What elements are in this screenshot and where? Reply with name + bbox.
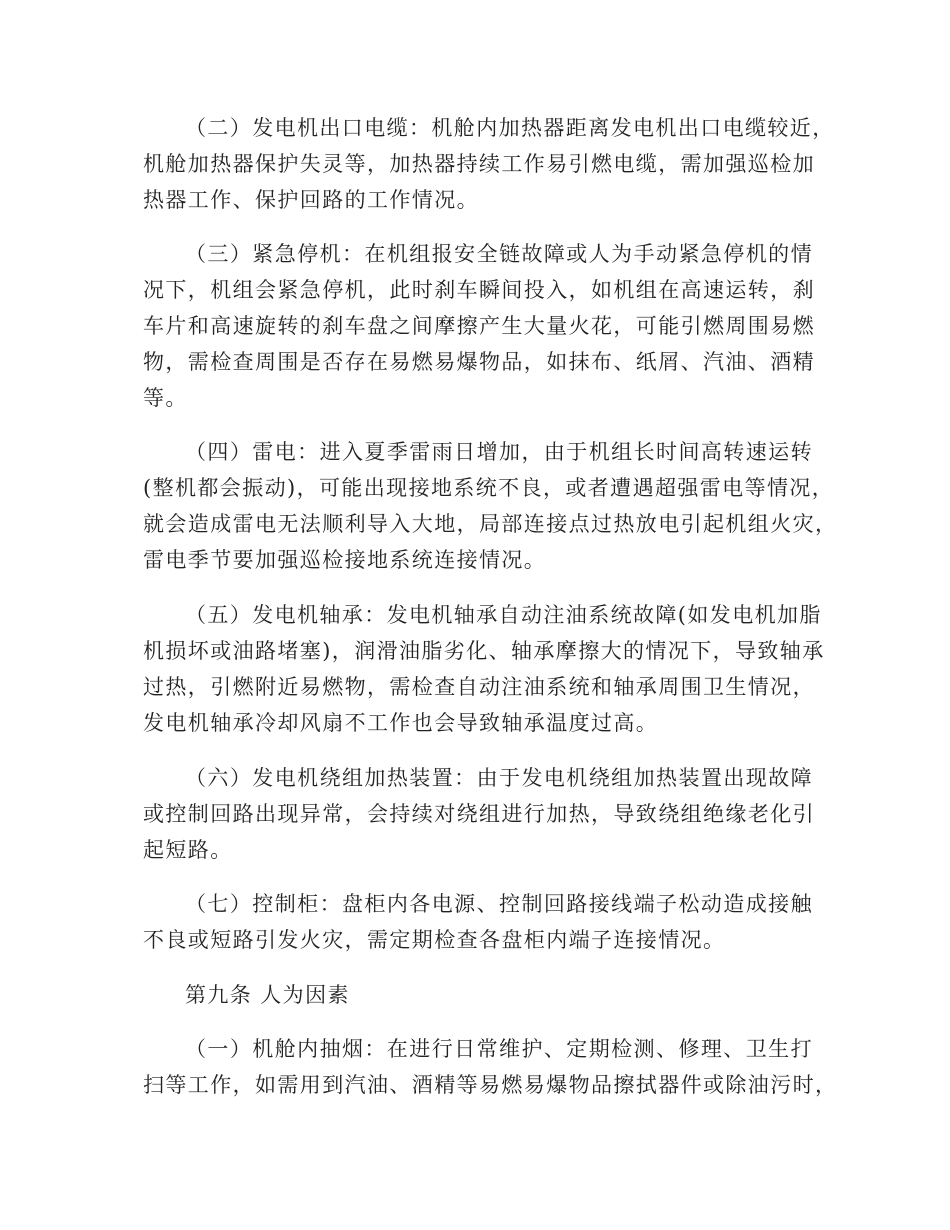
paragraph-4-line-4: 雷电季节要加强巡检接地系统连接情况。 xyxy=(143,548,547,572)
paragraph-2-line-3: 热器工作、保护回路的工作情况。 xyxy=(143,188,479,212)
paragraph-6-line-2: 或控制回路出现异常，会持续对绕组进行加热，导致绕组绝缘老化引 xyxy=(143,802,815,826)
paragraph-6-line-1: （六）发电机绕组加热装置：由于发电机绕组加热装置出现故障 xyxy=(185,766,813,790)
paragraph-5-line-4: 发电机轴承冷却风扇不工作也会导致轴承温度过高。 xyxy=(143,711,659,735)
paragraph-3-line-1: （三）紧急停机：在机组报安全链故障或人为手动紧急停机的情 xyxy=(185,242,813,266)
paragraph-2-line-2: 机舱加热器保护失灵等，加热器持续工作易引燃电缆，需加强巡检加 xyxy=(143,152,815,176)
paragraph-4-line-1: （四）雷电：进入夏季雷雨日增加，由于机组长时间高转速运转 xyxy=(185,440,813,464)
paragraph-7-line-2: 不良或短路引发火灾，需定期检查各盘柜内端子连接情况。 xyxy=(143,928,726,952)
paragraph-3-line-4: 物，需检查周围是否存在易燃易爆物品，如抹布、纸屑、汽油、酒精 xyxy=(143,350,815,374)
paragraph-5-line-2: 机损坏或油路堵塞)，润滑油脂劣化、轴承摩擦大的情况下，导致轴承 xyxy=(143,639,825,663)
paragraph-4-line-2: (整机都会振动)，可能出现接地系统不良，或者遭遇超强雷电等情况， xyxy=(143,476,835,500)
paragraph-7-line-1: （七）控制柜：盘柜内各电源、控制回路接线端子松动造成接触 xyxy=(185,892,813,916)
paragraph-2-line-1: （二）发电机出口电缆：机舱内加热器距离发电机出口电缆较近， xyxy=(185,116,835,140)
paragraph-3-line-5: 等。 xyxy=(143,386,188,410)
paragraph-5-line-1: （五）发电机轴承：发电机轴承自动注油系统故障(如发电机加脂 xyxy=(185,603,822,627)
paragraph-8-line-1: （一）机舱内抽烟：在进行日常维护、定期检测、修理、卫生打 xyxy=(185,1037,813,1061)
section-heading: 第九条 人为因素 xyxy=(185,983,350,1007)
paragraph-4-line-3: 就会造成雷电无法顺利导入大地，局部连接点过热放电引起机组火灾， xyxy=(143,512,838,536)
paragraph-6-line-3: 起短路。 xyxy=(143,838,233,862)
paragraph-3-line-2: 况下，机组会紧急停机，此时刹车瞬间投入，如机组在高速运转，刹 xyxy=(143,278,815,302)
paragraph-5-line-3: 过热，引燃附近易燃物，需检查自动注油系统和轴承周围卫生情况， xyxy=(143,675,815,699)
paragraph-3-line-3: 车片和高速旋转的刹车盘之间摩擦产生大量火花，可能引燃周围易燃 xyxy=(143,314,815,338)
paragraph-8-line-2: 扫等工作，如需用到汽油、酒精等易燃易爆物品擦拭器件或除油污时， xyxy=(143,1073,838,1097)
